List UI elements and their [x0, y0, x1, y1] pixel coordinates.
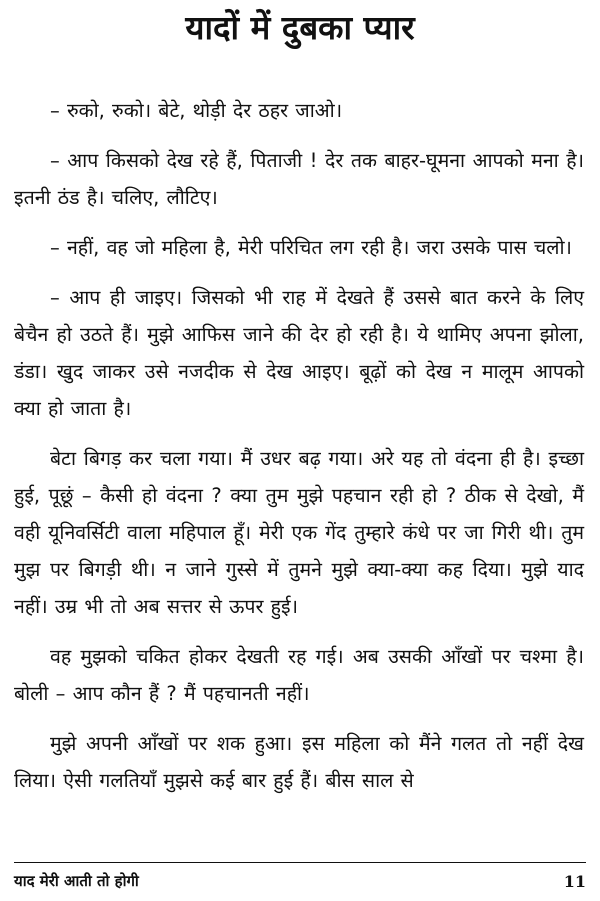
paragraph: – नहीं, वह जो महिला है, मेरी परिचित लग रही है। जरा उसके पास चलो। — [50, 236, 572, 259]
footer-rule — [14, 862, 586, 863]
paragraph: – आप किसको देख रहे हैं, पिताजी ! देर तक बाहर-घूमना आपको मना है। इतनी ठंड है। चलिए, लौटिए। — [14, 149, 584, 209]
page-number: 11 — [563, 871, 586, 891]
page-footer — [14, 868, 586, 894]
paragraph: वह मुझको चकित होकर देखती रह गई। अब उसकी आँखों पर चश्मा है। बोली – आप कौन हैं ? मैं पहचानती नहीं। — [14, 645, 584, 705]
paragraph: – रुको, रुको। बेटे, थोड़ी देर ठहर जाओ। — [50, 99, 343, 122]
running-title: याद मेरी आती तो होगी — [14, 872, 139, 890]
story-body — [14, 92, 584, 812]
paragraph: बेटा बिगड़ कर चला गया। मैं उधर बढ़ गया। अरे यह तो वंदना ही है। इच्छा हुई, पूछूं – कैसी हो वंदना ? क्या तुम मुझे पहचान रही हो ? ठीक से देखो, मैं वही यूनिवर्सिटी वाला महिपाल हूँ। मेरी एक गेंद तुम्हारे कंधे पर जा गिरी थी। तुम मुझ पर बिगड़ी थी। न जाने गुस्से में तुमने मुझे क्या-क्या कह दिया। मुझे याद नहीं। उम्र भी तो अब सत्तर से ऊपर हुई। — [14, 447, 584, 618]
page-title: यादों में दुबका प्यार — [185, 8, 415, 47]
paragraph: मुझे अपनी आँखों पर शक हुआ। इस महिला को मैंने गलत तो नहीं देख लिया। ऐसी गलतियाँ मुझसे कई बार हुई हैं। बीस साल से — [14, 732, 584, 792]
paragraph: – आप ही जाइए। जिसको भी राह में देखते हैं उससे बात करने के लिए बेचैन हो उठते हैं। मुझे आफिस जाने की देर हो रही है। ये थामिए अपना झोला, डंडा। खुद जाकर उसे नजदीक से देख आइए। बूढ़ों को देख न मालूम आपको क्या हो जाता है। — [14, 286, 584, 420]
